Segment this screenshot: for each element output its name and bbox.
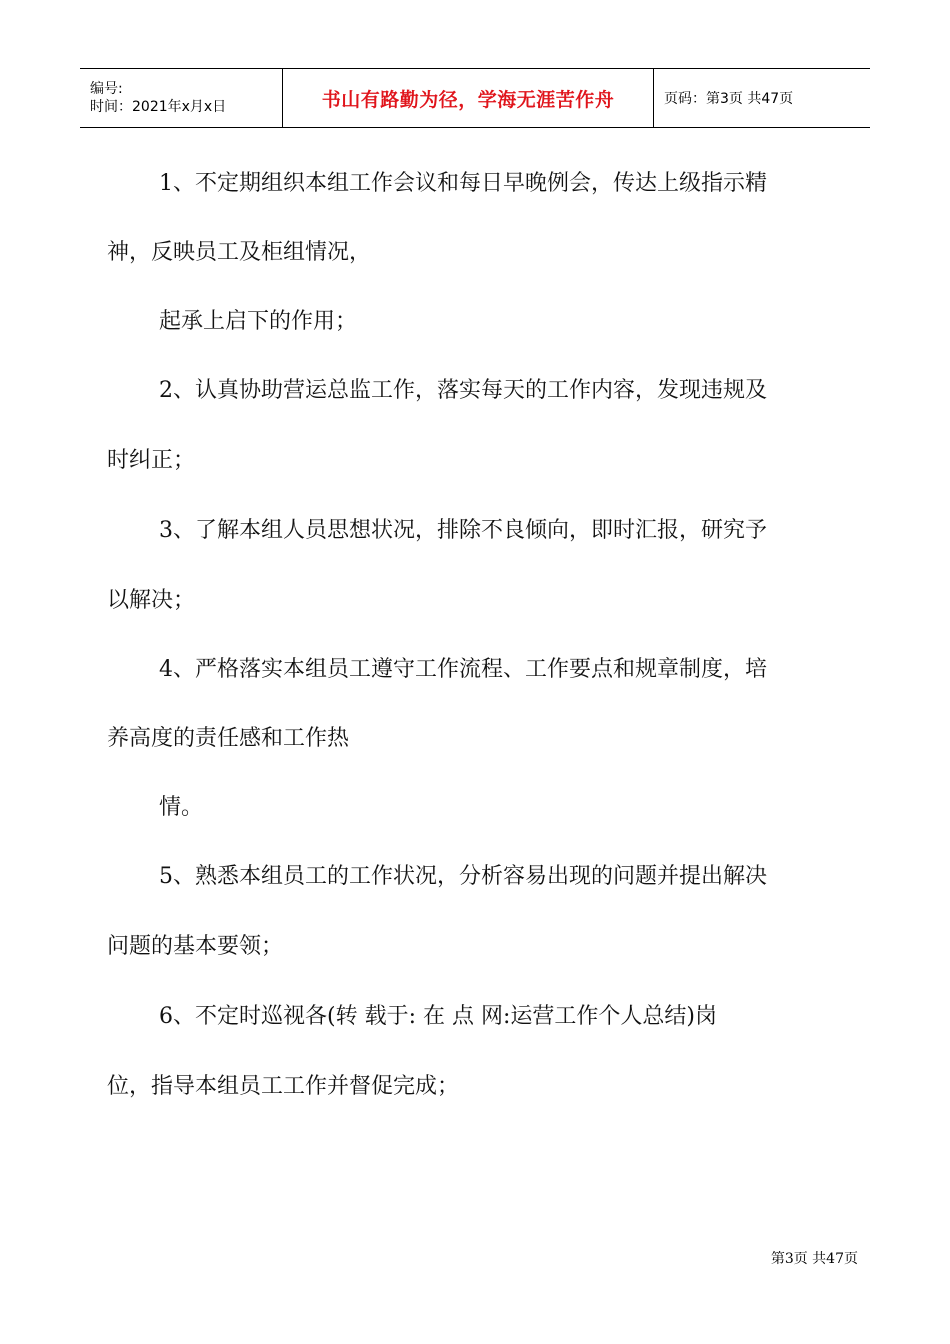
body-line: 4、严格落实本组员工遵守工作流程、工作要点和规章制度，培 xyxy=(159,657,767,682)
body-line: 6、不定时巡视各(转 载于: 在 点 网:运营工作个人总结)岗 xyxy=(159,1004,717,1029)
page-footer-page-info: 第3页 共47页 xyxy=(770,1251,858,1267)
header-meta xyxy=(80,69,282,127)
body-line: 问题的基本要领； xyxy=(107,934,284,959)
body-line: 2、认真协助营运总监工作，落实每天的工作内容，发现违规及 xyxy=(159,378,767,403)
document-time-label: 时间：2021年x月x日 xyxy=(90,99,227,115)
body-line: 起承上启下的作用； xyxy=(159,309,358,334)
body-line: 5、熟悉本组员工的工作状况，分析容易出现的问题并提出解决 xyxy=(159,864,767,889)
body-line: 位，指导本组员工工作并督促完成； xyxy=(107,1074,460,1099)
page-header xyxy=(80,68,870,128)
body-line: 时纠正； xyxy=(107,448,196,473)
body-line: 养高度的责任感和工作热 xyxy=(107,726,350,751)
body-line: 情。 xyxy=(159,795,204,820)
body-line: 1、不定期组织本组工作会议和每日早晚例会，传达上级指示精 xyxy=(159,171,767,196)
document-body xyxy=(107,150,852,1122)
body-line: 3、了解本组人员思想状况，排除不良倾向，即时汇报，研究予 xyxy=(159,518,767,543)
document-number-label: 编号: xyxy=(90,81,123,97)
header-page-info: 页码：第3页 共47页 xyxy=(664,91,794,107)
body-line: 以解决； xyxy=(107,588,196,613)
header-motto: 书山有路勤为径，学海无涯苦作舟 xyxy=(282,69,654,127)
body-line: 神，反映员工及柜组情况， xyxy=(107,240,372,265)
